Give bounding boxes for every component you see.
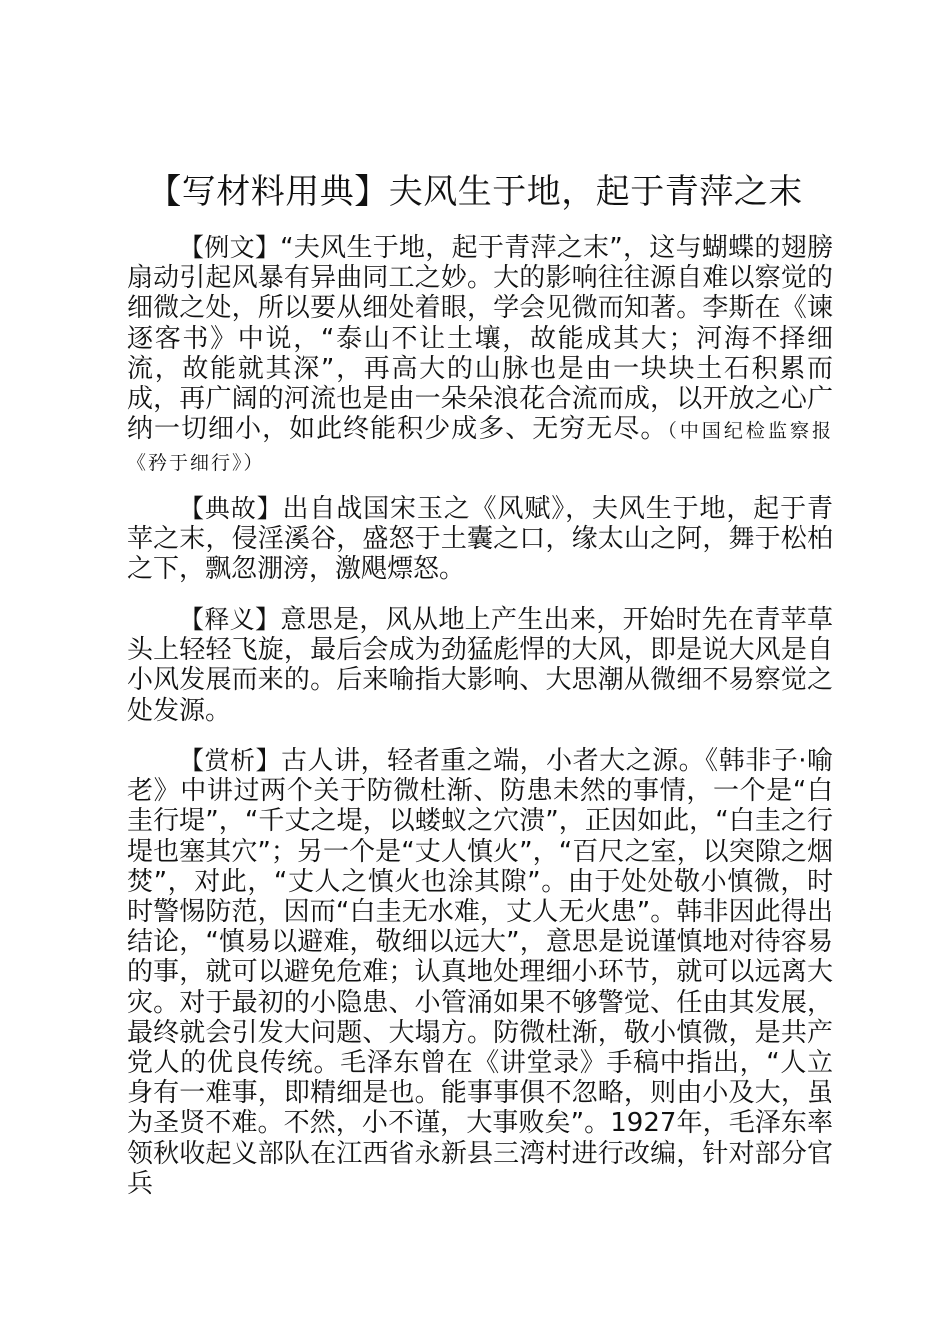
document-title: 【写材料用典】夫风生于地，起于青萍之末 [147, 172, 803, 212]
allusion-tag: 【典故】 [179, 494, 283, 523]
analysis-body: 古人讲，轻者重之端，小者大之源。《韩非子·喻老》中讲过两个关于防微杜渐、防患未然的事情，一个是“白圭行堤”，“千丈之堤，以蝼蚁之穴溃”，正因如此，“白圭之行堤也塞其穴”；另一个是“丈人慎火”，“百尺之室，以突隙之烟焚”，对此，“丈人之慎火也涂其隙”。由于处处敬小慎微，时时警惕防范，因而“白圭无水难，丈人无火患”。韩非因此得出结论，“慎易以避难，敬细以远大”，意思是说谨慎地对待容易的事，就可以避免危难；认真地处理细小环节，就可以远离大灾。对于最初的小隐患、小管涌如果不够警觉、任由其发展，最终就会引发大问题、大塌方。防微杜渐，敬小慎微，是共产党人的优良传统。毛泽东曾在《讲堂录》手稿中指出，“人立身有一难事，即精细是也。能事事俱不忽略，则由小及大，虽为圣贤不难。不然，小不谨，大事败矣”。1927年，毛泽东率领秋收起义部队在江西省永新县三湾村进行改编，针对部分官兵 [127, 746, 833, 1199]
example-paragraph [127, 233, 833, 479]
meaning-paragraph [127, 605, 833, 726]
meaning-tag: 【释义】 [179, 605, 281, 634]
example-source: （中国纪检监察报《矜于细行》） [127, 420, 833, 475]
meaning-body: 意思是，风从地上产生出来，开始时先在青苹草头上轻轻飞旋，最后会成为劲猛彪悍的大风，即是说大风是自小风发展而来的。后来喻指大影响、大思潮从微细不易察觉之处发源。 [127, 605, 833, 726]
example-body: “夫风生于地，起于青萍之末”，这与蝴蝶的翅膀扇动引起风暴有异曲同工之妙。大的影响往往源自难以察觉的细微之处，所以要从细处着眼，学会见微而知著。李斯在《谏逐客书》中说，“泰山不让土壤，故能成其大；河海不择细流，故能就其深”，再高大的山脉也是由一块块土石积累而成，再广阔的河流也是由一朵朵浪花合流而成，以开放之心广纳一切细小，如此终能积少成多、无穷无尽。 [127, 233, 833, 445]
analysis-paragraph [127, 746, 833, 1199]
allusion-paragraph [127, 494, 833, 585]
analysis-tag: 【赏析】 [179, 746, 282, 775]
example-tag: 【例文】 [179, 233, 281, 262]
allusion-body: 出自战国宋玉之《风赋》，夫风生于地，起于青苹之末，侵淫溪谷，盛怒于土囊之口，缘太山之阿，舞于松柏之下，飘忽淜滂，激飓熛怒。 [127, 494, 833, 585]
